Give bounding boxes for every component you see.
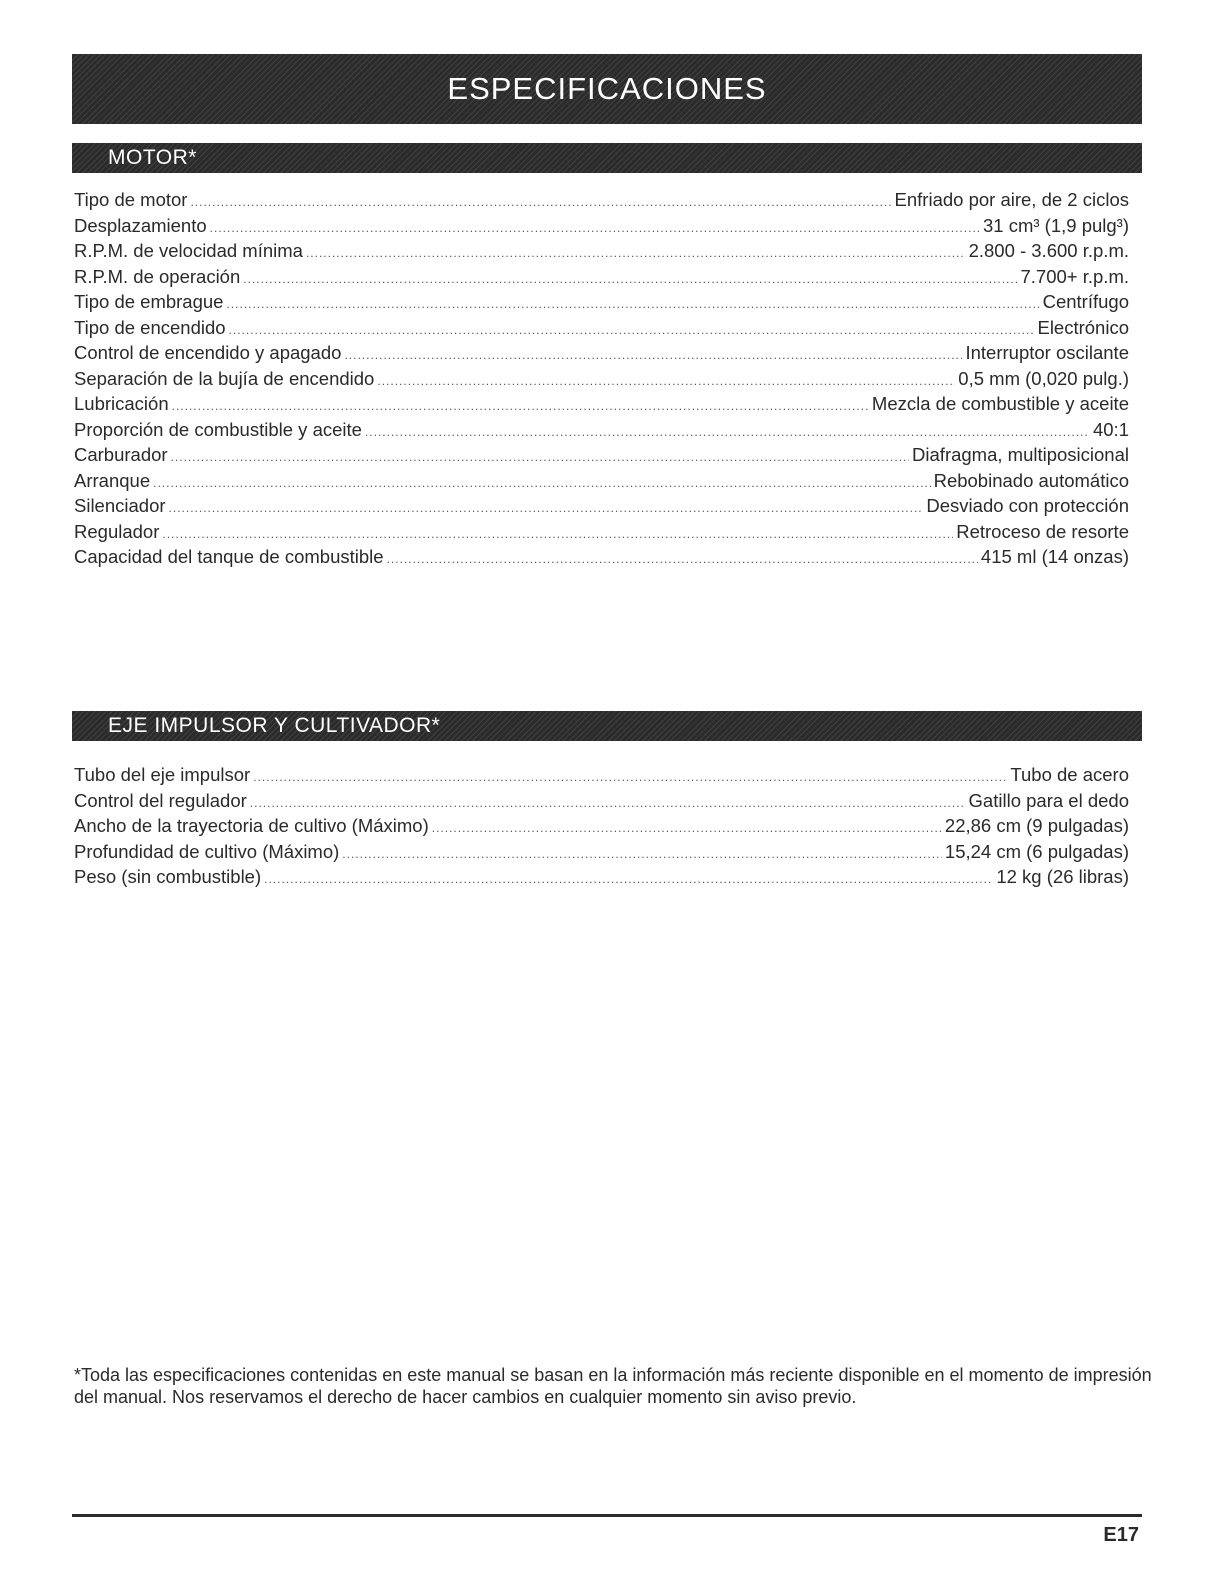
spec-label: Capacidad del tanque de combustible	[74, 546, 384, 567]
spec-value: 415 ml (14 onzas)	[980, 546, 1129, 567]
dot-leader	[342, 847, 942, 861]
spec-row	[74, 495, 1129, 521]
spec-label: Control del regulador	[74, 789, 247, 811]
spec-value: Centrífugo	[1042, 291, 1129, 312]
spec-row	[74, 866, 1129, 892]
dot-leader	[432, 821, 942, 835]
footnote: *Toda las especificaciones contenidas en este manual se basan en la información más reciente disponible en el momento de impresión del manual. Nos reservamos el derecho de hacer cambios en cualquier momento sin aviso previo.	[74, 1365, 1152, 1407]
spec-label: Peso (sin combustible)	[74, 866, 262, 887]
spec-label: Tubo del eje impulsor	[74, 764, 251, 785]
spec-row	[74, 841, 1129, 867]
spec-value: Desviado con protección	[926, 495, 1129, 516]
spec-label: Desplazamiento	[74, 214, 207, 236]
dot-leader	[172, 399, 869, 413]
dot-leader	[264, 872, 993, 886]
spec-label: Lubricación	[74, 393, 169, 414]
dot-leader	[344, 348, 962, 362]
spec-value: Electrónico	[1037, 316, 1129, 338]
dot-leader	[377, 374, 955, 388]
spec-value: 40:1	[1092, 418, 1129, 440]
spec-label: R.P.M. de operación	[74, 265, 241, 287]
spec-label: Arranque	[74, 469, 151, 491]
spec-row	[74, 266, 1129, 292]
spec-row	[74, 470, 1129, 496]
spec-row	[74, 342, 1129, 368]
spec-row	[74, 815, 1129, 841]
spec-label: Tipo de encendido	[74, 316, 226, 338]
spec-label: Tipo de embrague	[74, 291, 224, 312]
spec-value: Mezcla de combustible y aceite	[871, 393, 1129, 414]
spec-label: Separación de la bujía de encendido	[74, 367, 375, 389]
spec-value: Tubo de acero	[1010, 764, 1129, 785]
page-number: E17	[1103, 1524, 1139, 1546]
title-banner	[72, 54, 1142, 124]
spec-value: 2.800 - 3.600 r.p.m.	[968, 240, 1129, 261]
spec-value: 22,86 cm (9 pulgadas)	[944, 815, 1129, 836]
spec-label: Ancho de la trayectoria de cultivo (Máximo)	[74, 815, 429, 836]
dot-leader	[171, 450, 909, 464]
section-title-eje: EJE IMPULSOR Y CULTIVADOR*	[108, 714, 441, 737]
spec-value: Enfriado por aire, de 2 ciclos	[894, 189, 1129, 210]
spec-value: Interruptor oscilante	[965, 342, 1129, 363]
motor-spec-list	[74, 189, 1129, 572]
spec-row	[74, 393, 1129, 419]
dot-leader	[226, 297, 1039, 311]
section-header-motor	[72, 143, 1142, 173]
dot-leader	[387, 552, 978, 566]
spec-row	[74, 521, 1129, 547]
section-title-motor: MOTOR*	[108, 146, 197, 169]
spec-value: Gatillo para el dedo	[968, 789, 1129, 811]
spec-value: 31 cm³ (1,9 pulg³)	[983, 214, 1129, 236]
dot-leader	[229, 323, 1035, 337]
spec-label: Control de encendido y apagado	[74, 342, 342, 363]
spec-label: R.P.M. de velocidad mínima	[74, 240, 303, 261]
spec-value: Rebobinado automático	[933, 469, 1129, 491]
spec-row	[74, 419, 1129, 445]
spec-value: Diafragma, multiposicional	[912, 444, 1129, 465]
dot-leader	[153, 476, 930, 490]
spec-row	[74, 317, 1129, 343]
eje-spec-list	[74, 764, 1129, 892]
dot-leader	[253, 770, 1007, 784]
spec-value: 12 kg (26 libras)	[996, 866, 1129, 887]
spec-row	[74, 444, 1129, 470]
spec-row	[74, 546, 1129, 572]
page-title: ESPECIFICACIONES	[447, 71, 767, 106]
spec-value: Retroceso de resorte	[956, 520, 1129, 542]
spec-label: Proporción de combustible y aceite	[74, 418, 362, 440]
footer-rule	[72, 1514, 1142, 1517]
spec-label: Profundidad de cultivo (Máximo)	[74, 840, 340, 862]
spec-label: Carburador	[74, 444, 168, 465]
spec-row	[74, 291, 1129, 317]
spec-row	[74, 215, 1129, 241]
dot-leader	[190, 195, 891, 209]
spec-row	[74, 764, 1129, 790]
spec-value: 0,5 mm (0,020 pulg.)	[958, 367, 1129, 389]
spec-label: Silenciador	[74, 495, 166, 516]
section-header-eje	[72, 711, 1142, 741]
spec-row	[74, 240, 1129, 266]
dot-leader	[243, 272, 1017, 286]
dot-leader	[162, 527, 953, 541]
spec-row	[74, 368, 1129, 394]
spec-value: 15,24 cm (6 pulgadas)	[944, 840, 1129, 862]
dot-leader	[306, 246, 966, 260]
spec-label: Tipo de motor	[74, 189, 188, 210]
dot-leader	[210, 221, 980, 235]
spec-row	[74, 790, 1129, 816]
dot-leader	[250, 796, 966, 810]
spec-label: Regulador	[74, 520, 160, 542]
dot-leader	[169, 501, 924, 515]
spec-row	[74, 189, 1129, 215]
dot-leader	[365, 425, 1090, 439]
spec-value: 7.700+ r.p.m.	[1020, 265, 1129, 287]
